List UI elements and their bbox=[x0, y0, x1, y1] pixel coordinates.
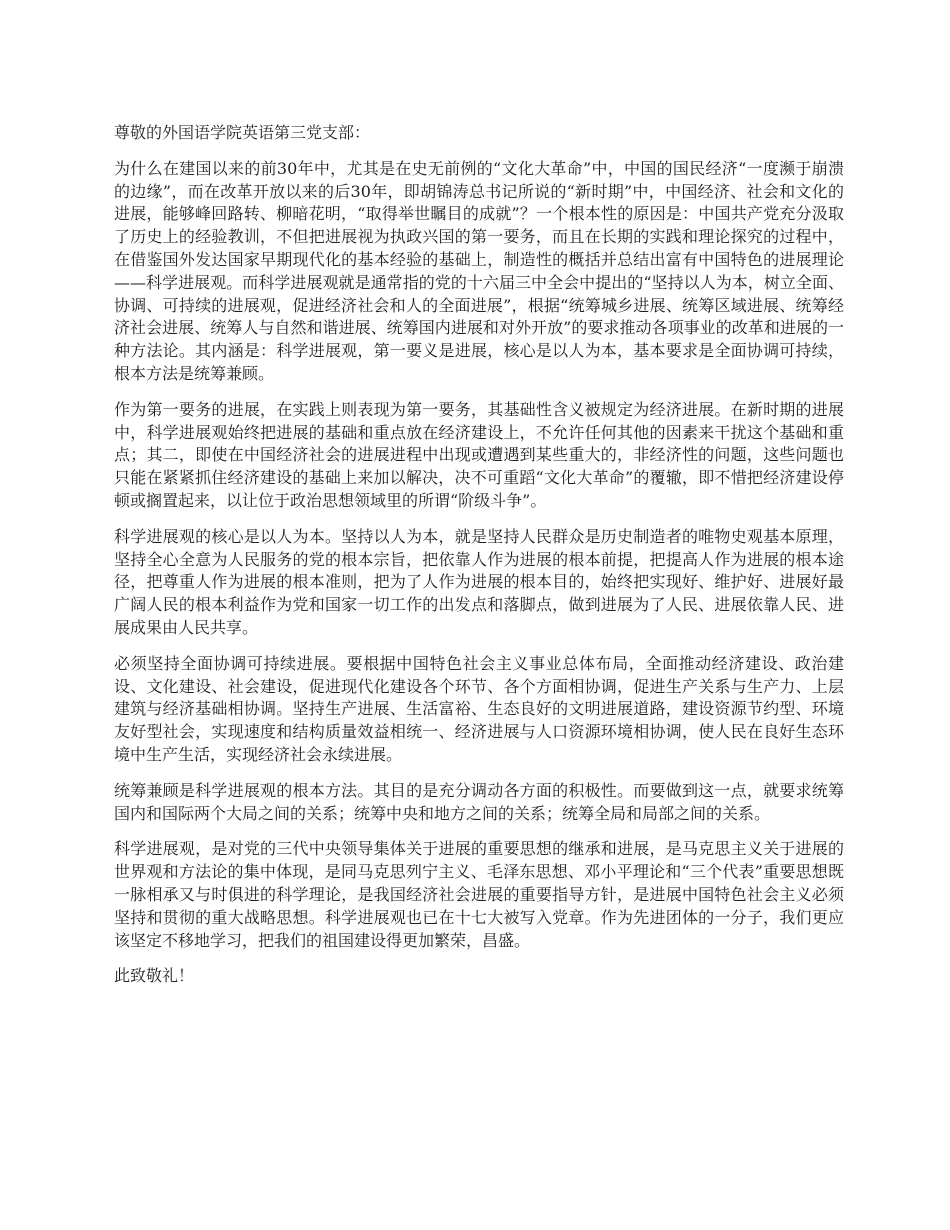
salutation: 尊敬的外国语学院英语第三党支部： bbox=[114, 123, 371, 142]
paragraph-6: 科学进展观，是对党的三代中央领导集体关于进展的重要思想的继承和进展，是马克思主义关于进展的世界观和方法论的集中体现，是同马克思列宁主义、毛泽东思想、邓小平理论和“三个代表”重要思想既一脉相承又与时俱进的科学理论，是我国经济社会进展的重要指导方针，是进展中国特色社会主义必须坚持和贯彻的重大战略思想。科学进展观也已在十七大被写入党章。作为先进团体的一分子，我们更应该坚定不移地学习，把我们的祖国建设得更加繁荣，昌盛。 bbox=[114, 839, 844, 950]
paragraph-2: 作为第一要务的进展，在实践上则表现为第一要务，其基础性含义被规定为经济进展。在新时期的进展中，科学进展观始终把进展的基础和重点放在经济建设上，不允许任何其他的因素来干扰这个基础和重点；其二，即使在中国经济社会的进展进程中出现或遭遇到某些重大的，非经济性的问题，这些问题也只能在紧紧抓住经济建设的基础上来加以解决，决不可重蹈“文化大革命”的覆辙，即不惜把经济建设停顿或搁置起来，以让位于政治思想领域里的所谓“阶级斗争”。 bbox=[114, 399, 844, 510]
paragraph-5: 统筹兼顾是科学进展观的根本方法。其目的是充分调动各方面的积极性。而要做到这一点，就要求统筹国内和国际两个大局之间的关系；统筹中央和地方之间的关系；统筹全局和局部之间的关系。 bbox=[114, 780, 844, 823]
paragraph-3: 科学进展观的核心是以人为本。坚持以人为本，就是坚持人民群众是历史制造者的唯物史观基本原理，坚持全心全意为人民服务的党的根本宗旨，把依靠人作为进展的根本前提，把提高人作为进展的根本途径，把尊重人作为进展的根本准则，把为了人作为进展的根本目的，始终把实现好、维护好、进展好最广阔人民的根本利益作为党和国家一切工作的出发点和落脚点，做到进展为了人民、进展依靠人民、进展成果由人民共享。 bbox=[114, 526, 844, 637]
closing: 此致敬礼！ bbox=[114, 966, 195, 986]
paragraph-1: 为什么在建国以来的前30年中，尤其是在史无前例的“文化大革命”中，中国的国民经济“一度濒于崩溃的边缘”，而在改革开放以来的后30年，即胡锦涛总书记所说的“新时期”中，中国经济、社会和文化的进展，能够峰回路转、柳暗花明，“取得举世瞩目的成就”？一个根本性的原因是：中国共产党充分汲取了历史上的经验教训，不但把进展视为执政兴国的第一要务，而且在长期的实践和理论探究的过程中，在借鉴国外发达国家早期现代化的基本经验的基础上，制造性的概括并总结出富有中国特色的进展理论——科学进展观。而科学进展观就是通常指的党的十六届三中全会中提出的“坚持以人为本，树立全面、协调、可持续的进展观，促进经济社会和人的全面进展”，根据“统筹城乡进展、统筹区域进展、统筹经济社会进展、统筹人与自然和谐进展、统筹国内进展和对外开放”的要求推动各项事业的改革和进展的一种方法论。其内涵是：科学进展观，第一要义是进展，核心是以人为本，基本要求是全面协调可持续，根本方法是统筹兼顾。 bbox=[114, 158, 844, 383]
document-page bbox=[114, 122, 844, 988]
paragraph-4: 必须坚持全面协调可持续进展。要根据中国特色社会主义事业总体布局，全面推动经济建设、政治建设、文化建设、社会建设，促进现代化建设各个环节、各个方面相协调，促进生产关系与生产力、上层建筑与经济基础相协调。坚持生产进展、生活富裕、生态良好的文明进展道路，建设资源节约型、环境友好型社会，实现速度和结构质量效益相统一、经济进展与人口资源环境相协调，使人民在良好生态环境中生产生活，实现经济社会永续进展。 bbox=[114, 653, 844, 764]
